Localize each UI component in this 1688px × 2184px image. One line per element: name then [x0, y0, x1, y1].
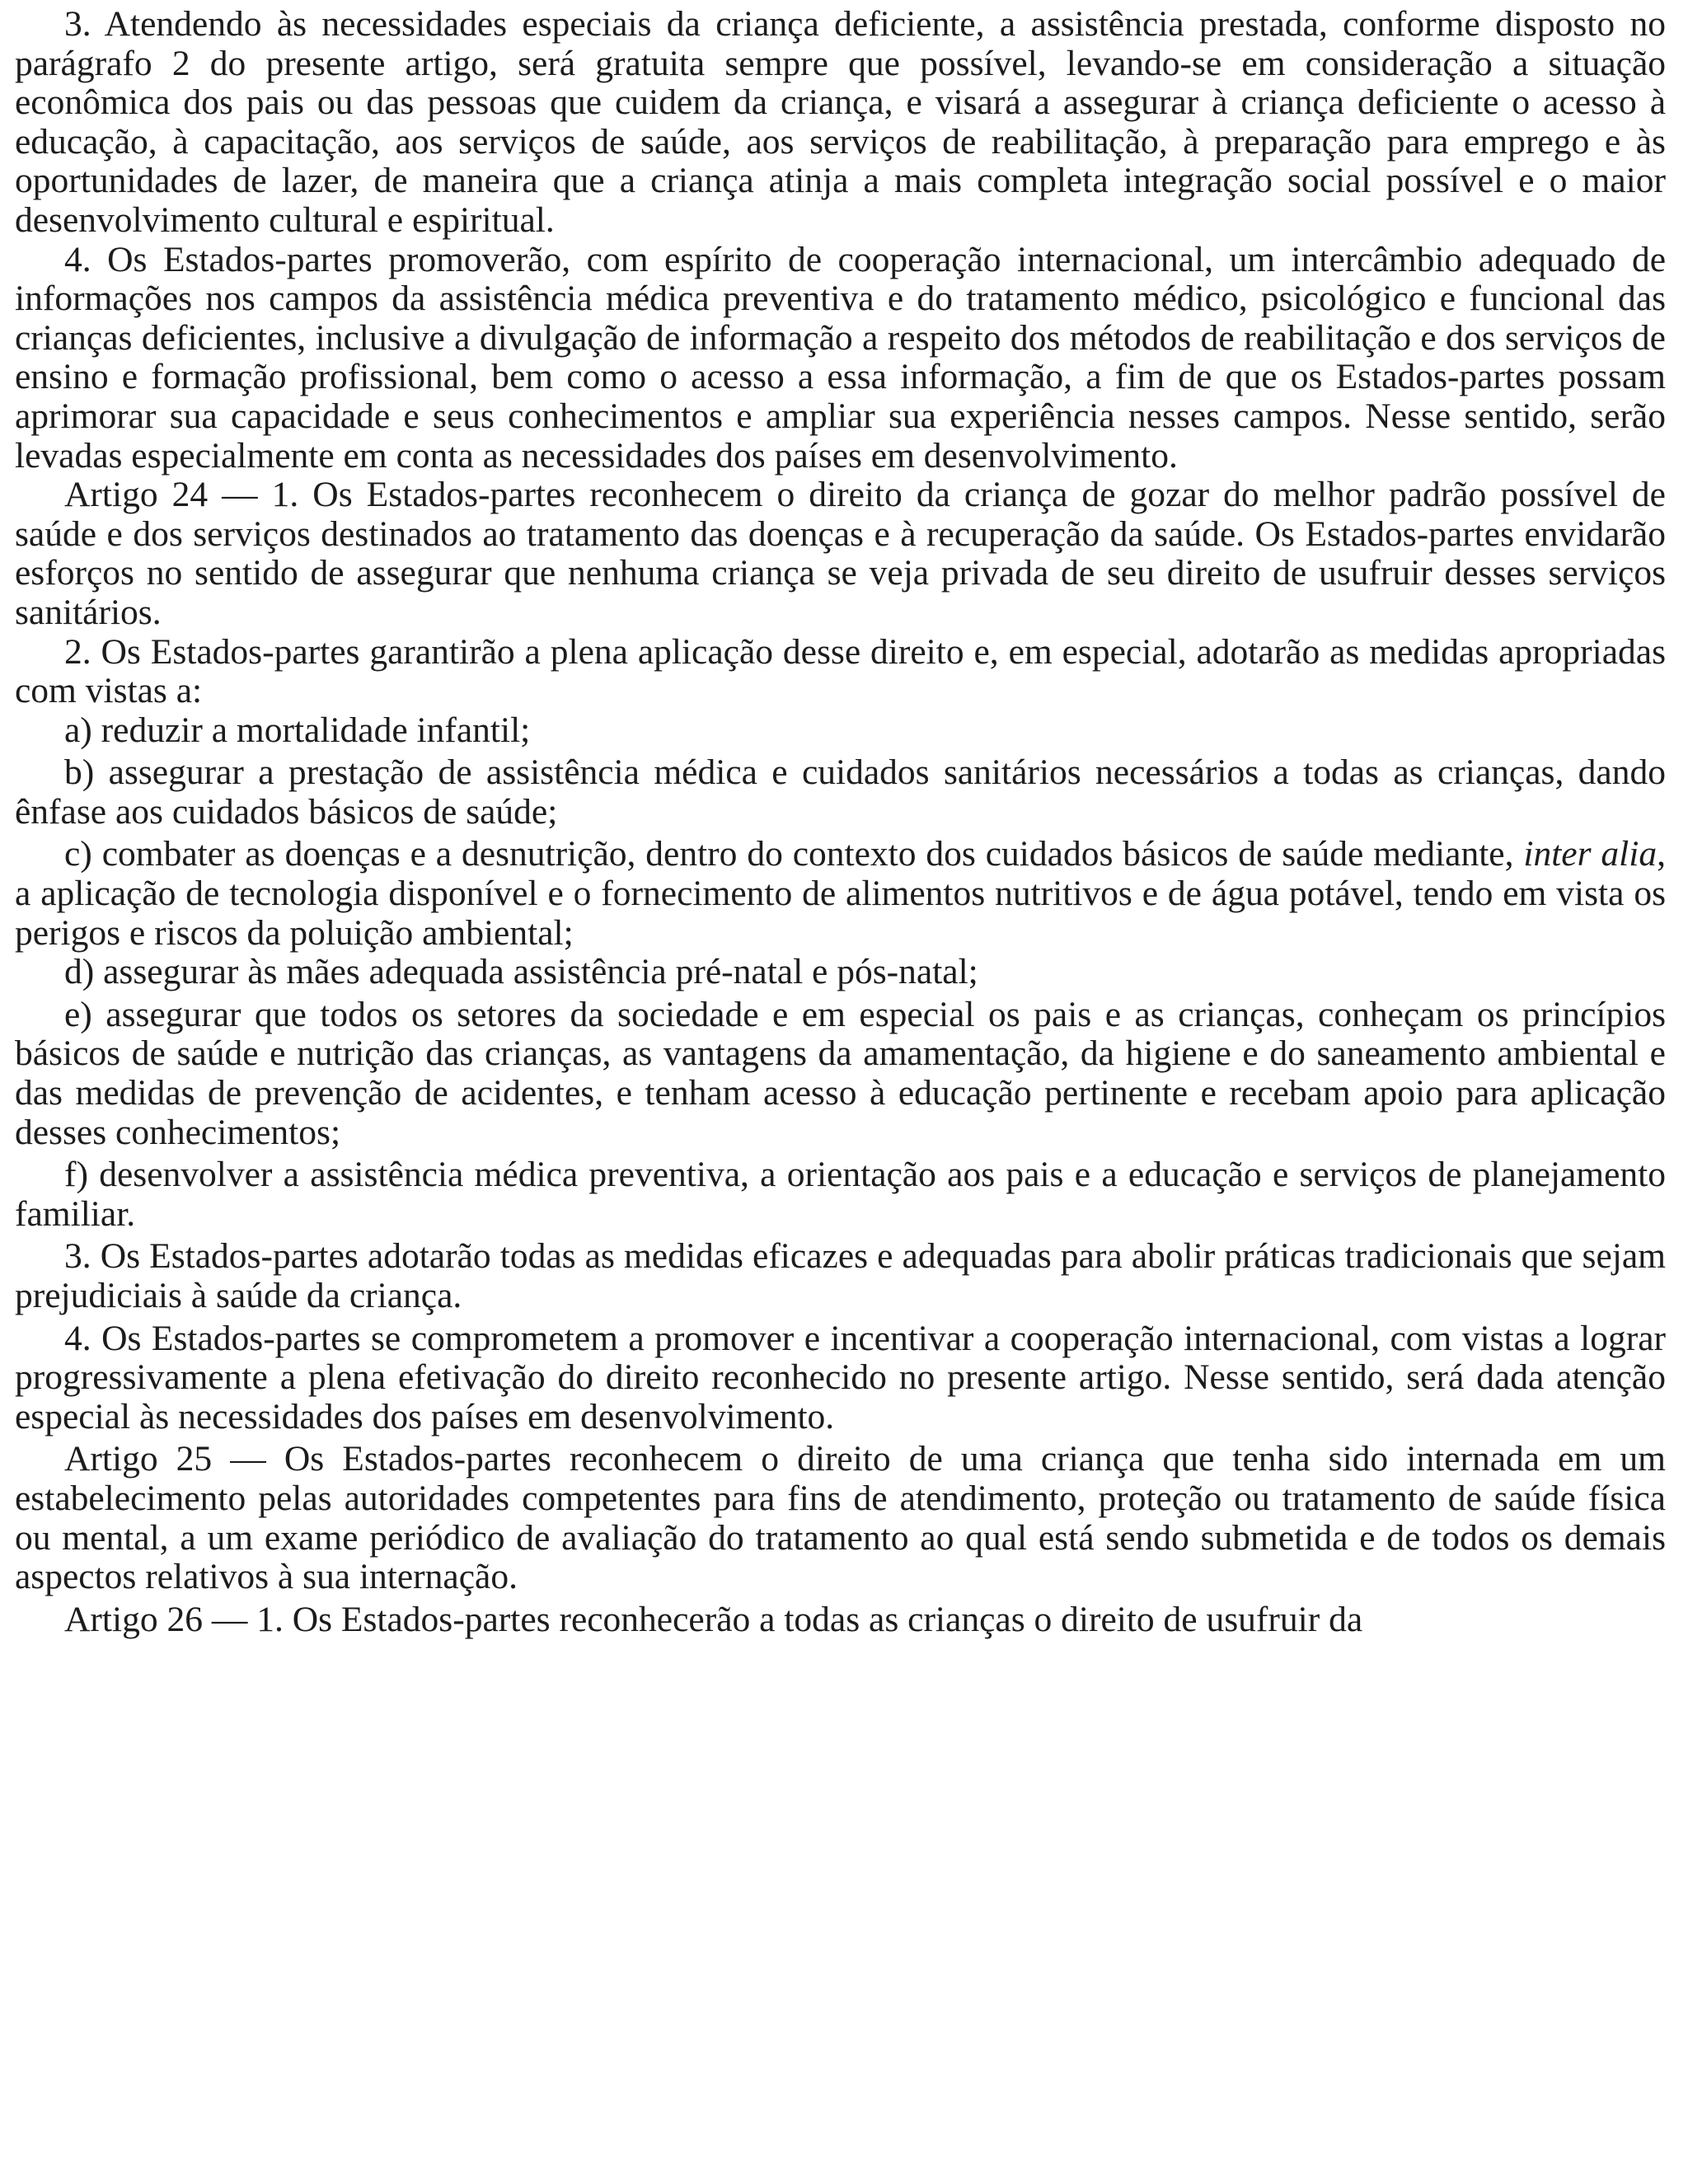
- paragraph-art24-item2c-part2: , a aplicação de tecnologia disponível e o fornecimento de alimentos nutritivos e de água potável, tendo em vista os perigos e riscos da poluição ambiental;: [15, 834, 1666, 953]
- paragraph-art23-item4: 4. Os Estados-partes promoverão, com espírito de cooperação internacional, um intercâmbio adequado de informações nos campos da assistência médica preventiva e do tratamento médico, psicológico e funcional das crianças deficientes, inclusive a divulgação de informação a respeito dos métodos de reabilitação e dos serviços de ensino e formação profissional, bem como o acesso a essa informação, a fim de que os Estados-partes possam aprimorar sua capacidade e seus conhecimentos e ampliar sua experiência nesses campos. Nesse sentido, serão levadas especialmente em conta as necessidades dos países em desenvolvimento.: [15, 239, 1666, 476]
- paragraph-art23-item3: 3. Atendendo às necessidades especiais da criança deficiente, a assistência prestada, conforme disposto no parágrafo 2 do presente artigo, será gratuita sempre que possível, levando-se em consideração a situação econômica dos pais ou das pessoas que cuidem da criança, e visará a assegurar à criança deficiente o acesso à educação, à capacitação, aos serviços de saúde, aos serviços de reabilitação, à preparação para emprego e às oportunidades de lazer, de maneira que a criança atinja a mais completa integração social possível e o maior desenvolvimento cultural e espiritual.: [15, 4, 1666, 240]
- paragraph-art24-item2c-part1: c) combater as doenças e a desnutrição, dentro do contexto dos cuidados básicos de saúde mediante,: [64, 834, 1524, 874]
- paragraph-art24-item2b: b) assegurar a prestação de assistência médica e cuidados sanitários necessários a todas as crianças, dando ênfase aos cuidados básicos de saúde;: [15, 752, 1666, 832]
- paragraph-art24-item2f: f) desenvolver a assistência médica preventiva, a orientação aos pais e a educação e serviços de planejamento familiar.: [15, 1155, 1666, 1234]
- paragraph-art24-item2e: e) assegurar que todos os setores da sociedade e em especial os pais e as crianças, conheçam os princípios básicos de saúde e nutrição das crianças, as vantagens da amamentação, da higiene e do saneamento ambiental e das medidas de prevenção de acidentes, e tenham acesso à educação pertinente e recebam apoio para aplicação desses conhecimentos;: [15, 994, 1666, 1152]
- paragraph-art24-item2a: a) reduzir a mortalidade infantil;: [64, 710, 531, 750]
- paragraph-art24-item2d: d) assegurar às mães adequada assistência pré-natal e pós-natal;: [64, 952, 978, 992]
- paragraph-art24-item2: 2. Os Estados-partes garantirão a plena aplicação desse direito e, em especial, adotarão as medidas apropriadas com vistas a:: [15, 631, 1666, 711]
- paragraph-art24-item4: 4. Os Estados-partes se comprometem a promover e incentivar a cooperação internacional, com vistas a lograr progressivamente a plena efetivação do direito reconhecido no presente artigo. Nesse sentido, será dada atenção especial às necessidades dos países em desenvolvimento.: [15, 1318, 1666, 1436]
- paragraph-art24-item2c-italic: inter alia: [1523, 834, 1658, 874]
- paragraph-art26-item1: Artigo 26 — 1. Os Estados-partes reconhecerão a todas as crianças o direito de usufruir da: [64, 1599, 1363, 1639]
- paragraph-art24-item1: Artigo 24 — 1. Os Estados-partes reconhecem o direito da criança de gozar do melhor padrão possível de saúde e dos serviços destinados ao tratamento das doenças e à recuperação da saúde. Os Estados-partes envidarão esforços no sentido de assegurar que nenhuma criança se veja privada de seu direito de usufruir desses serviços sanitários.: [15, 475, 1666, 632]
- paragraph-art24-item2c: [15, 835, 1666, 953]
- paragraph-art24-item3: 3. Os Estados-partes adotarão todas as medidas eficazes e adequadas para abolir práticas tradicionais que sejam prejudiciais à saúde da criança.: [15, 1236, 1666, 1315]
- paragraph-art25: Artigo 25 — Os Estados-partes reconhecem o direito de uma criança que tenha sido internada em um estabelecimento pelas autoridades competentes para fins de atendimento, proteção ou tratamento de saúde física ou mental, a um exame periódico de avaliação do tratamento ao qual está sendo submetida e de todos os demais aspectos relativos à sua internação.: [15, 1439, 1666, 1597]
